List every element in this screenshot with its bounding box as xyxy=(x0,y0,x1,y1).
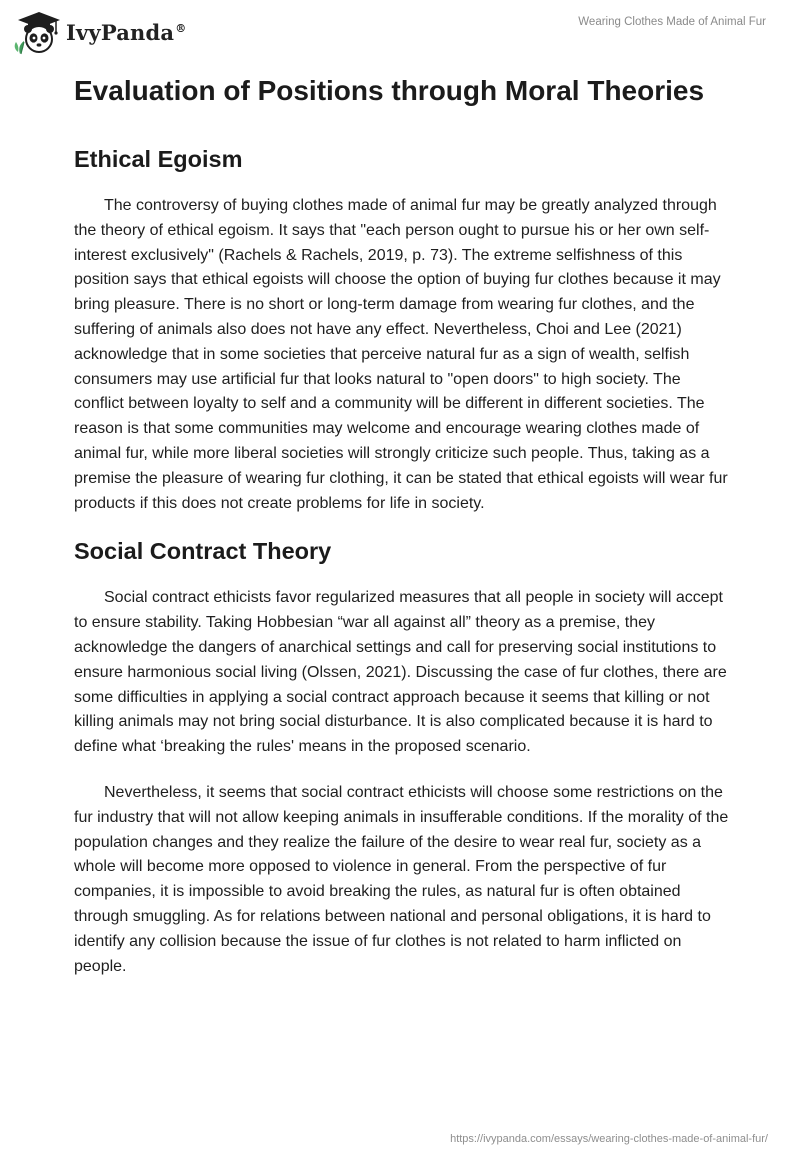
paragraph-social-contract-1: Social contract ethicists favor regularized measures that all people in society will accept to ensure stability. Taking Hobbesian “war all against all” theory as a premise, they acknowledge the dangers of anarchical settings and call for preserving social institutions to ensure harmonious social living (Olssen, 2021). Discussing the case of fur clothes, there are some difficulties in applying a social contract approach because it seems that killing or not killing animals may not bring social disturbance. It is also complicated because it is hard to define what ‘breaking the rules' means in the proposed scenario. xyxy=(74,589,727,756)
paragraph-social-contract-2: Nevertheless, it seems that social contract ethicists will choose some restrictions on the fur industry that will not allow keeping animals in insufferable conditions. If the morality of the population changes and they realize the failure of the desire to wear real fur, society as a whole will become more opposed to violence in general. From the perspective of fur companies, it is impossible to avoid breaking the rules, as natural fur is often obtained through smuggling. As for relations between national and personal obligations, it is hard to identify any collision because the issue of fur clothes is not related to harm inflicted on people. xyxy=(74,783,729,975)
panda-graduate-icon xyxy=(14,8,64,56)
paragraph-ethical-egoism: The controversy of buying clothes made of animal fur may be greatly analyzed through the theory of ethical egoism. It says that "each person ought to pursue his or her own self-interest exclusively" (Rachels & Rachels, 2019, p. 73). The extreme selfishness of this position says that ethical egoists will choose the option of buying fur clothes because it may bring pleasure. There is no short or long-term damage from wearing fur clothes, and the suffering of animals also does not have any effect. Nevertheless, Choi and Lee (2021) acknowledge that in some societies that perceive natural fur as a sign of wealth, selfish consumers may use artificial fur that looks natural to "open doors" to high society. The conflict between loyalty to self and a community will be different in different societies. The reason is that some communities may welcome and encourage wearing clothes made of animal fur, while more liberal societies will strongly criticize such people. Thus, taking as a premise the pleasure of wearing fur clothing, it can be stated that ethical egoists will wear fur products if this does not create problems for life in society. xyxy=(74,197,728,512)
ivypanda-logo[interactable] xyxy=(14,8,224,56)
brand-name: IvyPanda® xyxy=(66,19,187,45)
running-title: Wearing Clothes Made of Animal Fur xyxy=(578,16,766,28)
page-header xyxy=(0,0,800,64)
page-title: Evaluation of Positions through Moral Theories xyxy=(74,75,705,106)
essay-content xyxy=(74,72,734,979)
section-heading-ethical-egoism: Ethical Egoism xyxy=(74,146,243,172)
section-heading-social-contract: Social Contract Theory xyxy=(74,538,332,565)
source-url[interactable]: https://ivypanda.com/essays/wearing-clothes-made-of-animal-fur/ xyxy=(450,1133,768,1145)
registered-mark: ® xyxy=(175,21,187,35)
